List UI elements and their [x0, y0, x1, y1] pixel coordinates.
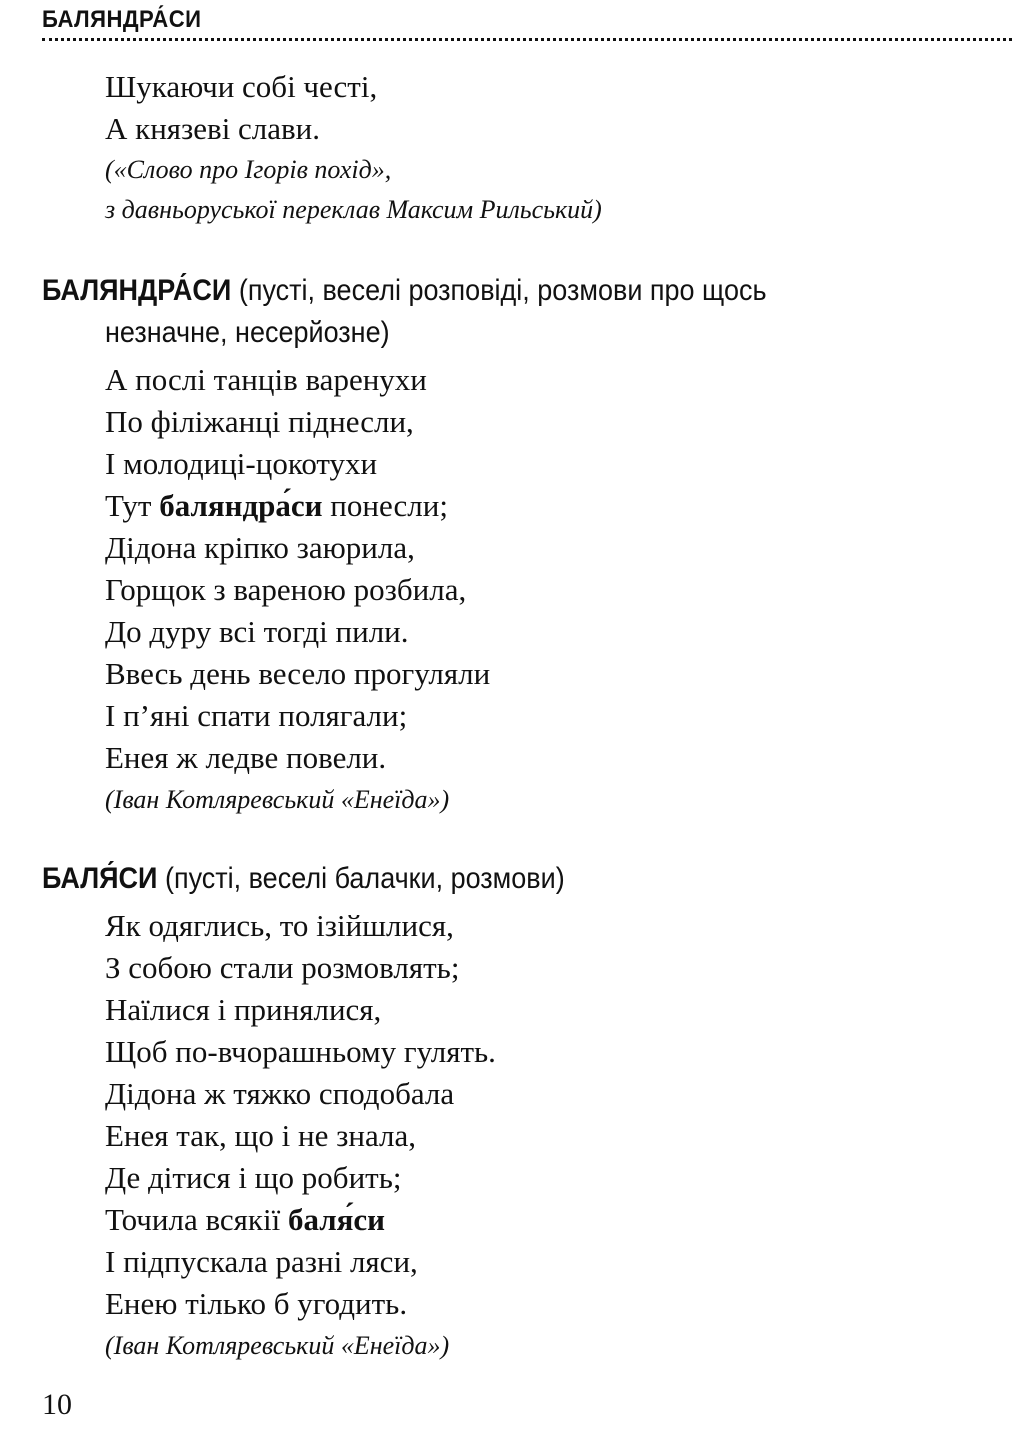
running-head: БАЛЯНДРА́СИ: [42, 6, 202, 33]
highlighted-keyword: баля́си: [287, 1202, 386, 1237]
verse-text: Тут: [105, 488, 160, 523]
verse-line: Де дітися і що робить;: [105, 1160, 402, 1195]
entry-definition: (пусті, веселі балачки, розмови): [157, 862, 565, 895]
verse-line: Щоб по-вчорашньому гулять.: [105, 1034, 496, 1069]
verse-source: (Іван Котляревський «Енеїда»): [105, 785, 450, 814]
verse-line: І підпускала разні ляси,: [105, 1244, 418, 1279]
verse-text: понесли;: [322, 488, 448, 523]
entry-definition: (пусті, веселі розповіді, розмови про щось: [231, 274, 767, 307]
verse-line: Наїлися і принялися,: [105, 992, 382, 1027]
highlighted-keyword: баляндра́си: [159, 488, 323, 523]
verse-line: Дідона кріпко заюрила,: [105, 530, 415, 565]
verse-source: («Слово про Ігорів похід»,: [105, 155, 392, 184]
dotted-rule-divider: [42, 38, 1012, 41]
verse-line: Енея ж ледве повели.: [105, 740, 387, 775]
entry-quote-baliasy: [105, 905, 496, 1367]
verse-line: Ввесь день весело прогуляли: [105, 656, 491, 691]
verse-line: І молодиці-цокотухи: [105, 446, 378, 481]
verse-line: Енея так, що і не знала,: [105, 1118, 416, 1153]
verse-source: з давньоруської переклав Максим Рильський): [105, 195, 602, 224]
verse-line: А послі танців варенухи: [105, 362, 427, 397]
page-number: 10: [42, 1388, 72, 1421]
dictionary-entry-heading-baliandrasy: [42, 270, 767, 354]
verse-source: (Іван Котляревський «Енеїда»): [105, 1331, 450, 1360]
verse-line: Енею тілько б угодить.: [105, 1286, 408, 1321]
entry-definition-continued: незначне, несерйозне): [105, 316, 390, 349]
verse-line: Як одяглись, то ізійшлися,: [105, 908, 454, 943]
verse-line-with-keyword: [105, 485, 490, 527]
dictionary-entry-heading-baliasy: [42, 858, 565, 900]
verse-line: А князеві слави.: [105, 111, 321, 146]
entry-quote-baliandrasy: [105, 359, 490, 821]
verse-line: З собою стали розмовлять;: [105, 950, 460, 985]
verse-line: Шукаючи собі честі,: [105, 69, 378, 104]
verse-text: Точила всякії: [105, 1202, 288, 1237]
verse-line: Горщок з вареною розбила,: [105, 572, 467, 607]
intro-verse-fragment: [105, 66, 602, 230]
entry-term: БАЛЯНДРА́СИ: [42, 274, 232, 307]
entry-term: БАЛЯ́СИ: [42, 862, 158, 895]
verse-line: До дуру всі тогді пили.: [105, 614, 409, 649]
verse-line: Дідона ж тяжко сподобала: [105, 1076, 455, 1111]
verse-line: І п’яні спати полягали;: [105, 698, 408, 733]
verse-line-with-keyword: [105, 1199, 496, 1241]
verse-line: По філіжанці піднесли,: [105, 404, 414, 439]
